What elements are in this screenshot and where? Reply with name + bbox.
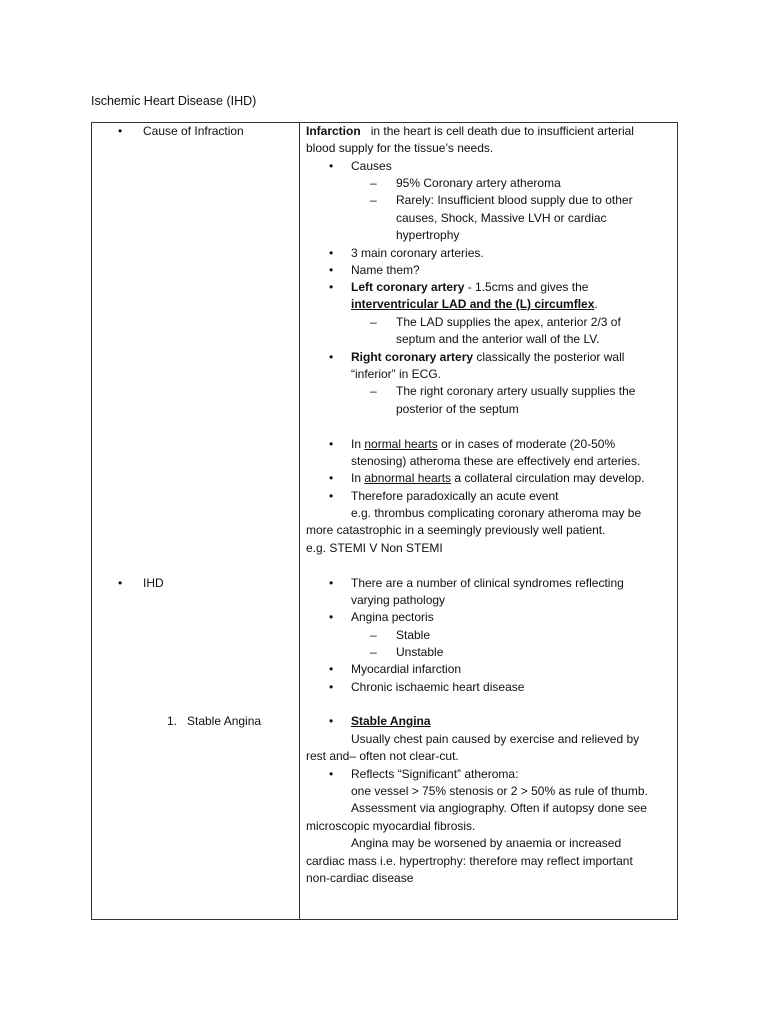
stable-angina-heading: Stable Angina: [351, 714, 431, 728]
cause-item: Rarely: Insufficient blood supply due to other: [396, 193, 633, 207]
normal-hearts-term: normal hearts: [364, 437, 438, 451]
infarction-definition-line2: blood supply for the tissue’s needs.: [306, 141, 494, 155]
lca-text: - 1.5cms and gives the: [464, 280, 589, 294]
worsened-line2: cardiac mass i.e. hypertrophy: therefore may reflect important: [306, 854, 633, 868]
vessel-line: one vessel > 75% stenosis or 2 > 50% as rule of thumb.: [351, 784, 648, 798]
paradox-line: Therefore paradoxically an acute event: [351, 489, 559, 503]
stemi-line: e.g. STEMI V Non STEMI: [306, 541, 443, 555]
bullet-glyph: •: [329, 714, 334, 728]
normal-hearts-line2: stenosing) atheroma these are effectively end arteries.: [351, 454, 641, 468]
abnormal-hearts-term: abnormal hearts: [364, 471, 452, 485]
lca-line2: [351, 296, 598, 313]
rca-note: The right coronary artery usually supplies the: [396, 384, 636, 398]
list-item: Name them?: [351, 263, 420, 277]
row-label-ihd: IHD: [143, 576, 164, 590]
bullet-glyph: •: [329, 246, 334, 260]
normal-hearts-text: or in cases of moderate (20-50%: [437, 437, 616, 451]
worsened-line3: non-cardiac disease: [306, 871, 414, 885]
lca-period: .: [594, 297, 598, 311]
assessment-line1: Assessment via angiography. Often if autopsy done see: [351, 801, 647, 815]
dash-glyph: –: [370, 315, 377, 329]
bullet-glyph: •: [329, 680, 334, 694]
bullet-glyph: •: [329, 471, 334, 485]
syndromes-line2: varying pathology: [351, 593, 446, 607]
stable-angina-line2: rest and– often not clear-cut.: [306, 749, 459, 763]
dash-glyph: –: [370, 193, 377, 207]
lad-note: The LAD supplies the apex, anterior 2/3 of: [396, 315, 621, 329]
bullet-glyph: •: [329, 489, 334, 503]
rca-text: classically the posterior wall: [473, 350, 625, 364]
infarction-definition-line1: [306, 123, 634, 140]
list-number: 1.: [167, 714, 178, 728]
list-item: Chronic ischaemic heart disease: [351, 680, 525, 694]
normal-hearts-line1: [351, 436, 615, 453]
rca-note-continued: posterior of the septum: [396, 402, 519, 416]
lca-line1: [351, 279, 588, 296]
list-item: 3 main coronary arteries.: [351, 246, 484, 260]
lca-term: Left coronary artery: [351, 280, 465, 294]
dash-glyph: –: [370, 176, 377, 190]
lad-note-continued: septum and the anterior wall of the LV.: [396, 332, 600, 346]
bullet-glyph: •: [329, 437, 334, 451]
bullet-glyph: •: [329, 662, 334, 676]
causes-heading: Causes: [351, 159, 392, 173]
assessment-line2: microscopic myocardial fibrosis.: [306, 819, 476, 833]
angina-subitem: Stable: [396, 628, 431, 642]
syndromes-line1: There are a number of clinical syndromes reflecting: [351, 576, 624, 590]
lca-branches: interventricular LAD and the (L) circumflex: [351, 297, 595, 311]
definition-text: in the heart is cell death due to insufficient arterial: [370, 124, 634, 138]
rca-line2: “inferior” in ECG.: [351, 367, 442, 381]
bullet-glyph: •: [329, 350, 334, 364]
column-divider: [299, 123, 300, 919]
row-label-cause: Cause of Infraction: [143, 124, 244, 138]
row-label-stable-angina: Stable Angina: [187, 714, 262, 728]
bullet-glyph: •: [329, 576, 334, 590]
bullet-glyph: •: [329, 767, 334, 781]
bullet-glyph: •: [118, 576, 123, 590]
bullet-glyph: •: [329, 280, 334, 294]
cause-item-continued: causes, Shock, Massive LVH or cardiac: [396, 211, 607, 225]
angina-item: Angina pectoris: [351, 610, 434, 624]
rca-line1: [351, 349, 624, 366]
stable-angina-line1: Usually chest pain caused by exercise and relieved by: [351, 732, 640, 746]
reflects-line: Reflects “Significant” atheroma:: [351, 767, 519, 781]
document-title: Ischemic Heart Disease (IHD): [91, 94, 257, 108]
notes-table: [91, 122, 678, 920]
dash-glyph: –: [370, 628, 377, 642]
bullet-glyph: •: [329, 263, 334, 277]
worsened-line1: Angina may be worsened by anaemia or increased: [351, 836, 622, 850]
dash-glyph: –: [370, 384, 377, 398]
list-item: Myocardial infarction: [351, 662, 462, 676]
text-prefix: In: [351, 437, 365, 451]
bullet-glyph: •: [118, 124, 123, 138]
infarction-term: Infarction: [306, 124, 361, 138]
cause-item-continued: hypertrophy: [396, 228, 460, 242]
example-line2: more catastrophic in a seemingly previously well patient.: [306, 523, 606, 537]
dash-glyph: –: [370, 645, 377, 659]
angina-subitem: Unstable: [396, 645, 444, 659]
abnormal-hearts-text: a collateral circulation may develop.: [451, 471, 645, 485]
abnormal-hearts-line: [351, 470, 645, 487]
rca-term: Right coronary artery: [351, 350, 474, 364]
bullet-glyph: •: [329, 610, 334, 624]
text-prefix: In: [351, 471, 365, 485]
cause-item: 95% Coronary artery atheroma: [396, 176, 561, 190]
example-line1: e.g. thrombus complicating coronary atheroma may be: [351, 506, 642, 520]
bullet-glyph: •: [329, 159, 334, 173]
